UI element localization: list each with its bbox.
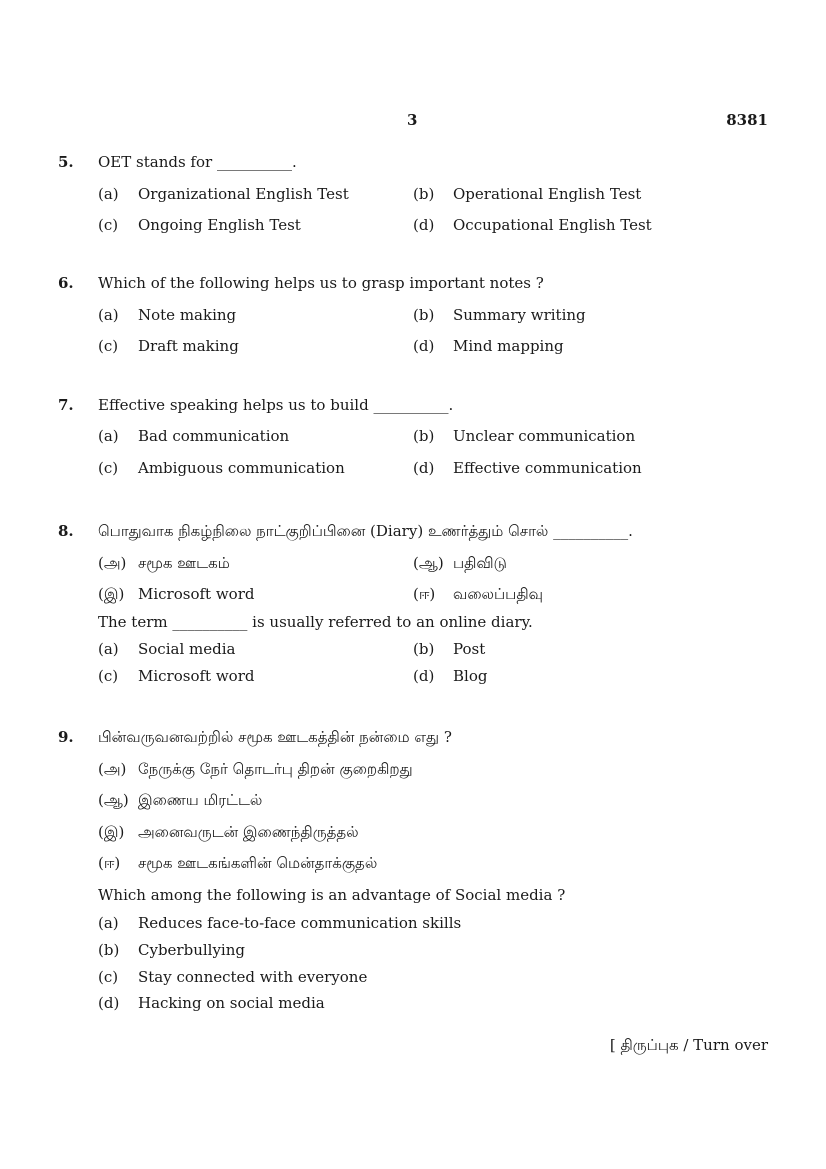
- option-label: (c): [98, 337, 119, 355]
- option-text: Occupational English Test: [453, 216, 652, 234]
- option-label: (d): [413, 459, 435, 477]
- option-text-tamil: இணைய மிரட்டல்: [138, 791, 263, 809]
- option-text-tamil: சமூக ஊடகம்: [138, 554, 230, 572]
- question-number: 7.: [58, 396, 74, 414]
- paper-code: 8381: [726, 111, 768, 129]
- option-text: Social media: [138, 640, 236, 658]
- option-label: (d): [413, 667, 435, 685]
- option-text: Bad communication: [138, 427, 290, 445]
- option-text: Mind mapping: [453, 337, 564, 355]
- option-label: (d): [98, 994, 120, 1012]
- option-text-tamil: நேருக்கு நேர் தொடர்பு திறன் குறைகிறது: [138, 760, 413, 778]
- option-text: Summary writing: [453, 306, 586, 324]
- option-text-tamil: வலைப்பதிவு: [453, 585, 543, 603]
- option-label: (d): [413, 216, 435, 234]
- option-label: (a): [98, 914, 119, 932]
- question-number: 8.: [58, 522, 74, 540]
- question-number: 5.: [58, 153, 74, 171]
- question-text-english: Which among the following is an advantage of Social media ?: [98, 886, 566, 904]
- option-text: Blog: [453, 667, 488, 685]
- option-text: Stay connected with everyone: [138, 968, 368, 986]
- option-text: Ongoing English Test: [138, 216, 301, 234]
- option-label-tamil: (அ): [98, 554, 127, 572]
- option-text-tamil: அனைவருடன் இணைந்திருத்தல்: [138, 823, 359, 841]
- option-label: (a): [98, 640, 119, 658]
- option-text: Post: [453, 640, 486, 658]
- question-text: Effective speaking helps us to build __________.: [98, 396, 454, 414]
- option-text-tamil: பதிவிடு: [453, 554, 507, 572]
- option-label-tamil: (ஆ): [413, 554, 444, 572]
- option-label: (c): [98, 216, 119, 234]
- option-text: Hacking on social media: [138, 994, 325, 1012]
- option-text: Ambiguous communication: [138, 459, 345, 477]
- option-text-tamil: Microsoft word: [138, 585, 255, 603]
- option-label: (c): [98, 968, 119, 986]
- option-text: Operational English Test: [453, 185, 642, 203]
- question-number: 6.: [58, 274, 74, 292]
- option-text: Cyberbullying: [138, 941, 245, 959]
- turn-over-note: [ திருப்புக / Turn over: [609, 1036, 768, 1054]
- question-text-tamil: பொதுவாக நிகழ்நிலை நாட்குறிப்பினை (Diary) உணர்த்தும் சொல் __________.: [98, 522, 633, 540]
- page-number: 3: [407, 111, 418, 129]
- option-text: Draft making: [138, 337, 239, 355]
- option-text: Microsoft word: [138, 667, 255, 685]
- option-label: (b): [413, 427, 435, 445]
- option-text: Note making: [138, 306, 237, 324]
- option-label: (a): [98, 185, 119, 203]
- option-label: (b): [413, 306, 435, 324]
- option-label: (d): [413, 337, 435, 355]
- option-label: (a): [98, 427, 119, 445]
- option-text-tamil: சமூக ஊடகங்களின் மென்தாக்குதல்: [138, 854, 378, 872]
- option-label-tamil: (ஈ): [413, 585, 436, 603]
- option-label-tamil: (இ): [98, 585, 125, 603]
- question-text: Which of the following helps us to grasp important notes ?: [98, 274, 544, 292]
- question-text-tamil: பின்வருவனவற்றில் சமூக ஊடகத்தின் நன்மை எது ?: [98, 728, 452, 746]
- option-label-tamil: (இ): [98, 823, 125, 841]
- option-text: Unclear communication: [453, 427, 636, 445]
- option-label-tamil: (ஈ): [98, 854, 121, 872]
- option-label: (b): [413, 640, 435, 658]
- question-text-english: The term __________ is usually referred to an online diary.: [98, 613, 533, 631]
- option-label: (b): [98, 941, 120, 959]
- question-number: 9.: [58, 728, 74, 746]
- option-label: (b): [413, 185, 435, 203]
- option-label-tamil: (ஆ): [98, 791, 129, 809]
- question-text: OET stands for __________.: [98, 153, 297, 171]
- option-label: (a): [98, 306, 119, 324]
- option-label: (c): [98, 667, 119, 685]
- option-text: Reduces face-to-face communication skills: [138, 914, 462, 932]
- option-text: Effective communication: [453, 459, 642, 477]
- option-label-tamil: (அ): [98, 760, 127, 778]
- option-label: (c): [98, 459, 119, 477]
- option-text: Organizational English Test: [138, 185, 349, 203]
